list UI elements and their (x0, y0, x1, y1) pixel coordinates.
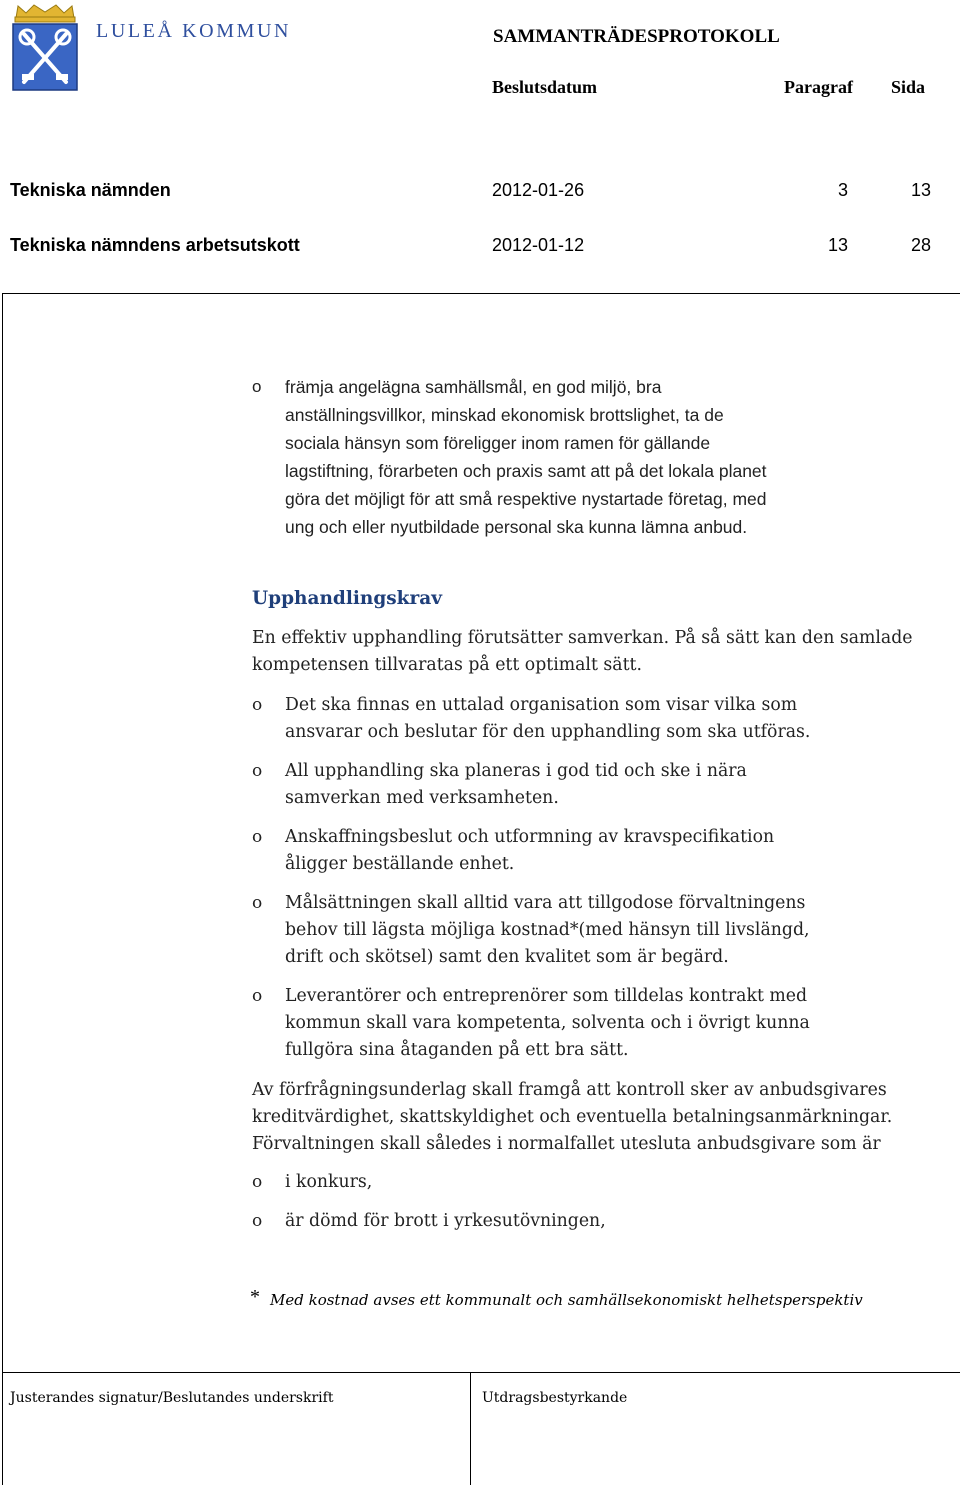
frame-top-line (2, 293, 960, 294)
bullet-marker: o (252, 1211, 263, 1231)
frame-left-line (2, 293, 3, 1485)
text-line: behov till lägsta möjliga kostnad*(med hänsyn till livslängd, (285, 920, 810, 940)
list-item (285, 758, 747, 812)
column-header-page: Sida (891, 77, 926, 97)
extract-certification-label: Utdragsbestyrkande (482, 1390, 628, 1406)
list-item (285, 692, 810, 746)
list-item (285, 890, 810, 971)
text-line: ung och eller nyutbildade personal ska kunna lämna anbud. (285, 517, 748, 537)
meeting-date: 2012-01-12 (492, 235, 585, 255)
protocol-title: SAMMANTRÄDESPROTOKOLL (493, 26, 780, 47)
text-line: anställningsvillkor, minskad ekonomisk brottslighet, ta de (285, 405, 724, 425)
meeting-date: 2012-01-26 (492, 180, 585, 200)
meeting-paragraph: 13 (828, 235, 849, 255)
text-line: göra det möjligt för att små respektive nystartade företag, med (285, 489, 767, 509)
footer-column-divider (470, 1372, 471, 1485)
text-line: All upphandling ska planeras i god tid och ske i nära (285, 761, 747, 781)
meeting-body: Tekniska nämnden (10, 180, 171, 200)
text-line: En effektiv upphandling förutsätter samverkan. På så sätt kan den samlade (252, 628, 913, 648)
text-line: kommun skall vara kompetenta, solventa och i övrigt kunna (285, 1013, 810, 1033)
text-line: Målsättningen skall alltid vara att tillgodose förvaltningens (285, 893, 806, 913)
control-paragraph (252, 1077, 892, 1158)
text-line: Förvaltningen skall således i normalfallet utesluta anbudsgivare som är (252, 1134, 881, 1154)
bullet-marker: o (252, 377, 262, 396)
text-line: lagstiftning, förarbeten och praxis samt att på det lokala planet (285, 461, 767, 481)
text-line: kreditvärdighet, skattskyldighet och eventuella betalningsanmärkningar. (252, 1107, 893, 1127)
text-line: Det ska finnas en uttalad organisation som visar vilka som (285, 695, 798, 715)
footnote-marker: * (250, 1286, 260, 1308)
lulea-crest-keys-icon (10, 4, 80, 96)
list-item (285, 983, 810, 1064)
text-line: fullgöra sina åtaganden på ett bra sätt. (285, 1040, 629, 1060)
text-line: sociala hänsyn som föreligger inom ramen för gällande (285, 433, 711, 453)
bullet-marker: o (252, 986, 263, 1006)
text-line: kompetensen tillvaratas på ett optimalt sätt. (252, 655, 642, 675)
meeting-body: Tekniska nämndens arbetsutskott (10, 235, 300, 255)
text-line: drift och skötsel) samt den kvalitet som är begärd. (285, 947, 729, 967)
meeting-page: 13 (911, 180, 932, 200)
intro-bullet-text (285, 373, 767, 541)
organization-name: LULEÅ KOMMUN (96, 20, 292, 42)
bullet-marker: o (252, 893, 263, 913)
text-line: åligger beställande enhet. (285, 854, 515, 874)
text-line: ansvarar och beslutar för den upphandling som ska utföras. (285, 722, 811, 742)
bullet-marker: o (252, 1172, 263, 1192)
bullet-marker: o (252, 827, 263, 847)
text-line: Av förfrågningsunderlag skall framgå att kontroll sker av anbudsgivares (252, 1080, 887, 1100)
bullet-marker: o (252, 761, 263, 781)
column-header-date: Beslutsdatum (492, 77, 598, 97)
list-item: i konkurs, (285, 1172, 373, 1192)
section-heading: Upphandlingskrav (252, 588, 442, 609)
text-line: samverkan med verksamheten. (285, 788, 559, 808)
footnote-text: Med kostnad avses ett kommunalt och samhällsekonomiskt helhetsperspektiv (270, 1291, 863, 1309)
signature-label: Justerandes signatur/Beslutandes underskrift (10, 1390, 334, 1406)
list-item: är dömd för brott i yrkesutövningen, (285, 1211, 606, 1231)
column-header-paragraph: Paragraf (784, 77, 853, 97)
text-line: Leverantörer och entreprenörer som tilldelas kontrakt med (285, 986, 808, 1006)
section-intro (252, 625, 913, 679)
footer-divider-line (2, 1372, 960, 1373)
meeting-page: 28 (911, 235, 932, 255)
text-line: främja angelägna samhällsmål, en god miljö, bra (285, 377, 662, 397)
list-item (285, 824, 774, 878)
meeting-paragraph: 3 (838, 180, 849, 200)
text-line: Anskaffningsbeslut och utformning av kravspecifikation (285, 827, 775, 847)
bullet-marker: o (252, 695, 263, 715)
